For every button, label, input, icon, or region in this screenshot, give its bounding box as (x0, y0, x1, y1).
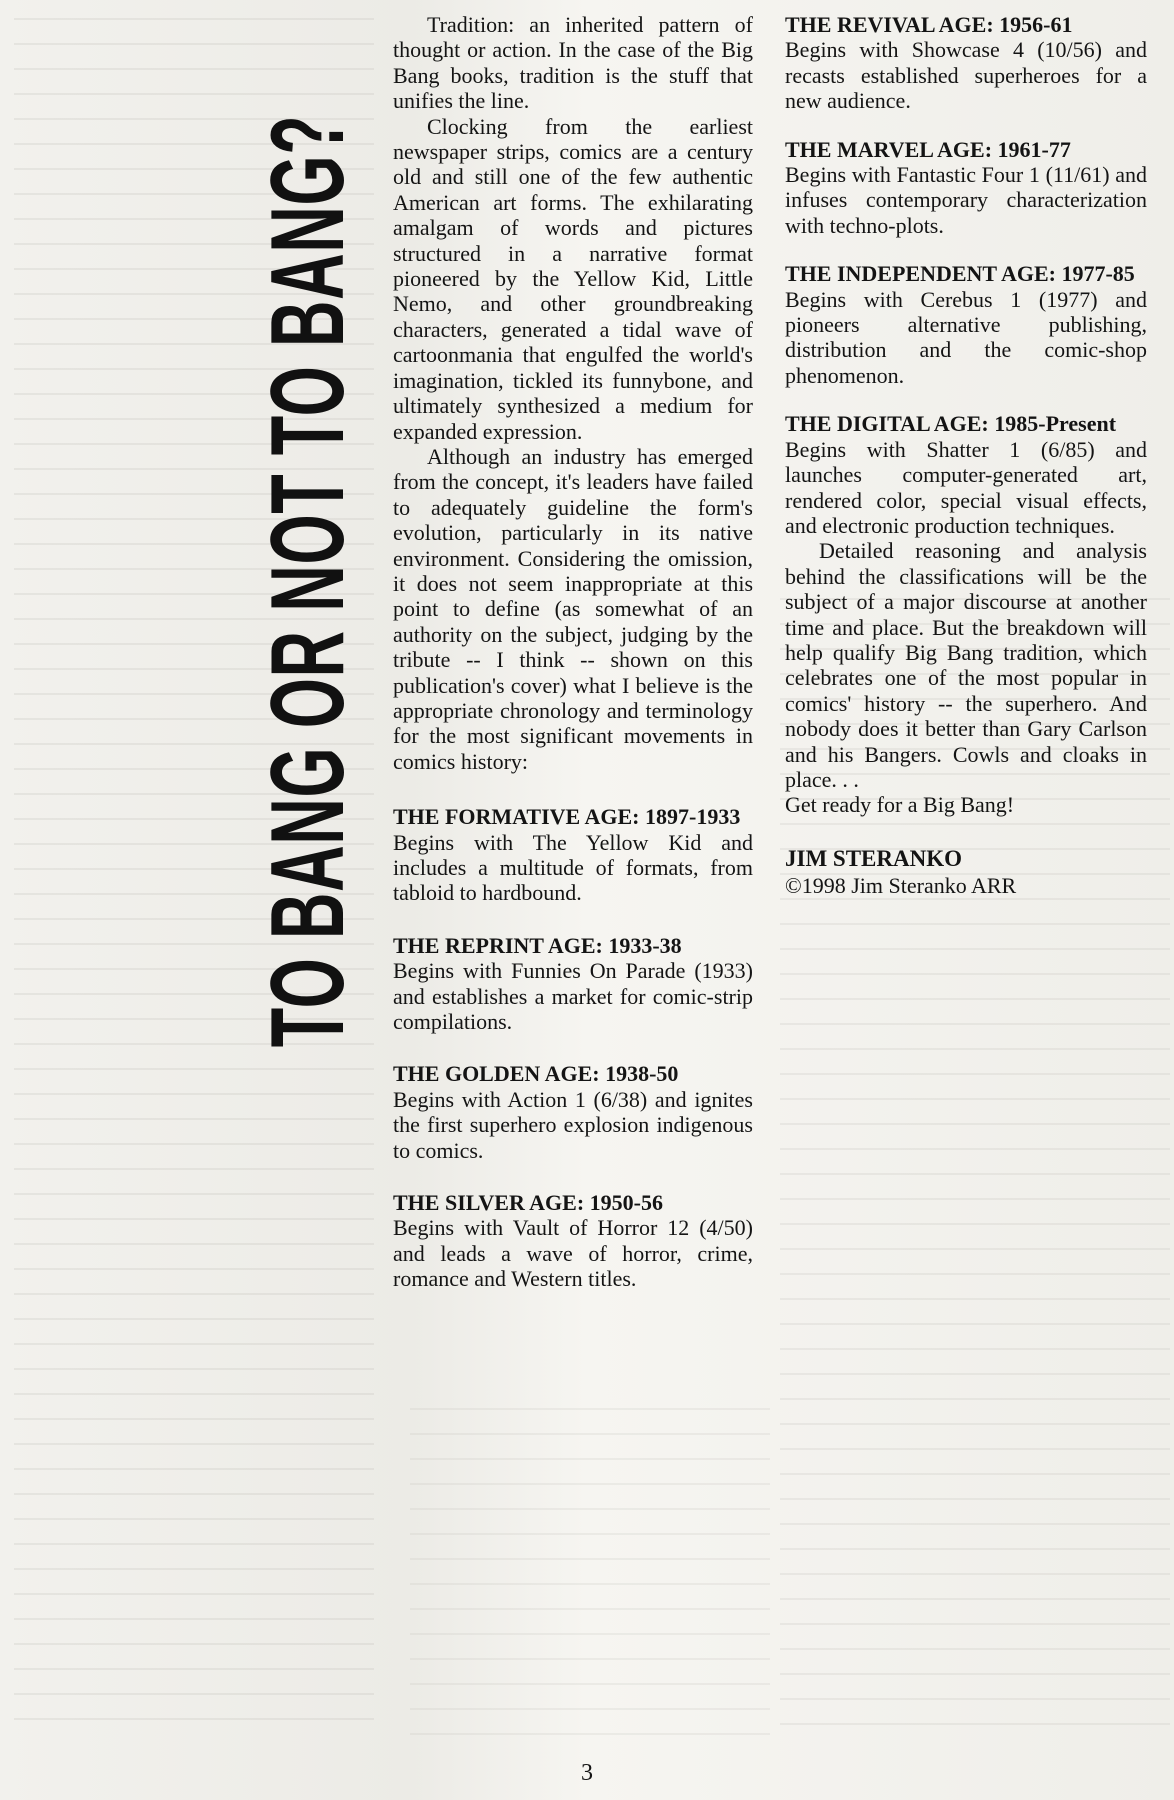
age-description: Begins with Vault of Horror 12 (4/50) and leads a wave of horror, crime, romance and Western titles. (393, 1215, 753, 1292)
age-entry-formative (393, 804, 753, 906)
age-entry-reprint (393, 933, 753, 1035)
age-entry-digital (785, 411, 1147, 538)
vertical-headline (249, 23, 366, 1138)
age-heading: THE INDEPENDENT AGE: 1977-85 (785, 261, 1135, 287)
closing-paragraph: Detailed reasoning and analysis behind the classifications will be the subject of a major discourse at another time and place. But the breakdown will help qualify Big Bang tradition, which celebrates one of the most popular in comics' history -- the superhero. And nobody does it better than Gary Carlson and his Bangers. Cowls and cloaks in place. . . (785, 538, 1147, 792)
intro-paragraph-1: Tradition: an inherited pattern of thought or action. In the case of the Big Bang books, tradition is the stuff that unifies the line. (393, 12, 753, 114)
age-description: Begins with Funnies On Parade (1933) and establishes a market for comic-strip compilations. (393, 958, 753, 1035)
signoff-line: Get ready for a Big Bang! (785, 792, 1015, 818)
copyright-notice: ©1998 Jim Steranko ARR (785, 873, 1017, 899)
age-heading: THE REPRINT AGE: 1933-38 (393, 932, 682, 958)
age-description: Begins with Action 1 (6/38) and ignites the first superhero explosion indigenous to comics. (393, 1086, 753, 1163)
age-entry-golden (393, 1061, 753, 1163)
intro-paragraph-2: Clocking from the earliest newspaper strips, comics are a century old and still one of the few authentic American art forms. The exhilarating amalgam of words and pictures structured in a narrative format pioneered by the Yellow Kid, Little Nemo, and other groundbreaking characters, generated a tidal wave of cartoonmania that engulfed the world's imagination, tickled its funnybone, and ultimately synthesized a medium for expanded expression. (393, 113, 753, 444)
age-entry-independent (785, 261, 1147, 388)
age-description: Begins with Shatter 1 (6/85) and launches computer-generated art, rendered color, special visual effects, and electronic production techniques. (785, 436, 1147, 538)
age-heading: THE FORMATIVE AGE: 1897-1933 (393, 804, 741, 830)
age-description: Begins with Fantastic Four 1 (11/61) and infuses contemporary characterization with techno-plots. (785, 162, 1147, 238)
age-entry-silver (393, 1190, 753, 1292)
article-column-middle (393, 12, 753, 1292)
author-name: JIM STERANKO (785, 845, 962, 871)
headline-text: TO BANG OR NOT TO BANG? (249, 114, 366, 1047)
age-heading: THE SILVER AGE: 1950-56 (393, 1190, 663, 1216)
show-through-text-bottom (410, 1390, 770, 1750)
article-column-right (785, 12, 1147, 899)
page-number: 3 (581, 1760, 593, 1786)
age-heading: THE DIGITAL AGE: 1985-Present (785, 411, 1117, 437)
age-description: Begins with Showcase 4 (10/56) and recasts established superheroes for a new audience. (785, 37, 1147, 114)
age-entry-revival (785, 12, 1147, 114)
age-heading: THE REVIVAL AGE: 1956-61 (785, 12, 1073, 37)
age-heading: THE GOLDEN AGE: 1938-50 (393, 1061, 679, 1087)
age-description: Begins with Cerebus 1 (1977) and pioneers alternative publishing, distribution and the comic-shop phenomenon. (785, 286, 1147, 388)
age-entry-marvel (785, 137, 1147, 239)
age-description: Begins with The Yellow Kid and includes a multitude of formats, from tabloid to hardbound. (393, 829, 753, 906)
age-heading: THE MARVEL AGE: 1961-77 (785, 136, 1071, 162)
intro-paragraph-3: Although an industry has emerged from the concept, it's leaders have failed to adequately guideline the form's evolution, particularly in its native environment. Considering the omission, it does not seem inappropriate at this point to define (as somewhat of an authority on the subject, judging by the tribute -- I think -- shown on this publication's cover) what I believe is the appropriate chronology and terminology for the most significant movements in comics history: (393, 443, 753, 774)
